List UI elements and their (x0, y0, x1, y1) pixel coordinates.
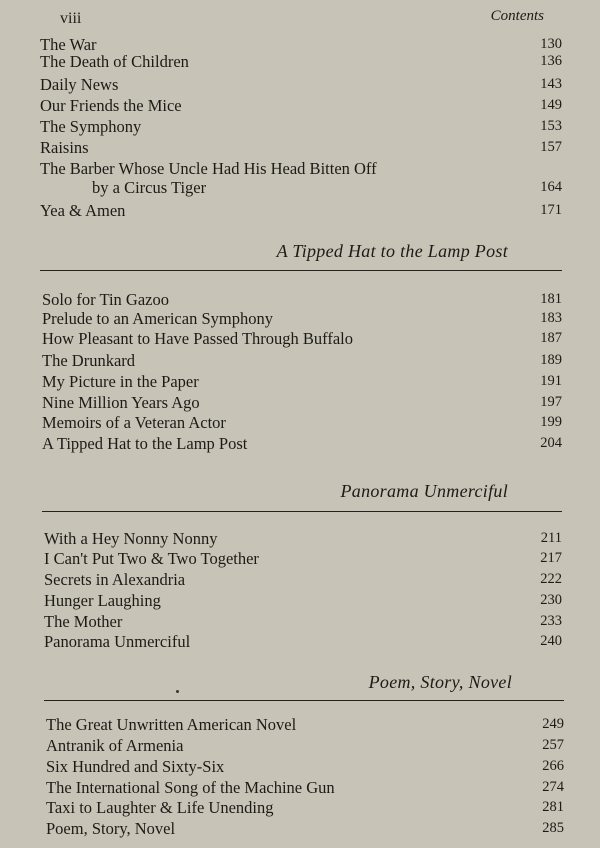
entry-page: 183 (540, 310, 562, 326)
entry-page: 217 (540, 550, 562, 566)
entry-page: 211 (540, 530, 562, 546)
toc-entry (46, 797, 564, 818)
entry-title: The War (40, 35, 97, 54)
toc-entry (40, 200, 562, 221)
entry-title: Daily News (40, 75, 119, 94)
toc-entry (42, 433, 562, 454)
entry-title: Yea & Amen (40, 201, 126, 220)
entry-page: 153 (540, 118, 562, 134)
entry-title: Prelude to an American Symphony (42, 309, 273, 328)
entry-page: 164 (540, 179, 562, 195)
entry-page: 285 (542, 820, 564, 836)
entry-title: Memoirs of a Veteran Actor (42, 413, 226, 432)
entry-title: A Tipped Hat to the Lamp Post (42, 434, 248, 453)
entry-title: Nine Million Years Ago (42, 393, 200, 412)
entry-title: Secrets in Alexandria (44, 570, 186, 589)
entry-title: Raisins (40, 138, 89, 157)
toc-entry (40, 51, 562, 72)
toc-entry (46, 818, 564, 839)
paper-speck (176, 690, 179, 693)
toc-entry (44, 548, 562, 569)
toc-entry (44, 611, 562, 632)
entry-title: The Symphony (40, 117, 142, 136)
toc-entry (42, 371, 562, 392)
toc-entry (40, 95, 562, 116)
entry-title: Hunger Laughing (44, 591, 161, 610)
entry-title: My Picture in the Paper (42, 372, 199, 391)
section-heading: A Tipped Hat to the Lamp Post (276, 241, 508, 261)
entry-page: 204 (540, 435, 562, 451)
entry-page: 181 (540, 291, 562, 307)
entry-page: 233 (540, 613, 562, 629)
section-heading: Panorama Unmerciful (340, 481, 508, 501)
entry-title: I Can't Put Two & Two Together (44, 549, 259, 568)
section-divider (42, 511, 562, 512)
entry-title: by a Circus Tiger (92, 178, 207, 197)
toc-entry (46, 735, 564, 756)
page-header (48, 8, 544, 28)
toc-entry (42, 350, 562, 371)
entry-page: 222 (540, 571, 562, 587)
section-heading: Poem, Story, Novel (368, 672, 512, 692)
entry-title: The Drunkard (42, 351, 136, 370)
entry-title: The Death of Children (40, 52, 189, 71)
entry-title: Our Friends the Mice (40, 96, 182, 115)
entry-title: Six Hundred and Sixty-Six (46, 757, 225, 776)
entry-title: With a Hey Nonny Nonny (44, 529, 218, 548)
toc-entry (44, 569, 562, 590)
entry-page: 257 (542, 737, 564, 753)
toc-entry (40, 137, 562, 158)
entry-page: 143 (540, 76, 562, 92)
toc-entry (42, 308, 562, 329)
entry-page: 240 (540, 633, 562, 649)
toc-entry (40, 158, 562, 179)
entry-page: 130 (540, 36, 562, 52)
entry-page: 191 (540, 373, 562, 389)
section-divider (44, 700, 564, 701)
toc-entry (40, 74, 562, 95)
entry-title: The Great Unwritten American Novel (46, 715, 297, 734)
entry-page: 187 (540, 330, 562, 346)
entry-page: 266 (542, 758, 564, 774)
toc-entry (40, 177, 562, 198)
toc-entry (44, 590, 562, 611)
entry-title: How Pleasant to Have Passed Through Buffalo (42, 329, 354, 348)
entry-title: The International Song of the Machine Gun (46, 778, 335, 797)
entry-page: 199 (540, 414, 562, 430)
toc-entry (42, 412, 562, 433)
toc-entry (44, 528, 562, 549)
entry-title: Panorama Unmerciful (44, 632, 191, 651)
toc-entry (44, 631, 562, 652)
entry-title: Poem, Story, Novel (46, 819, 176, 838)
entry-page: 189 (540, 352, 562, 368)
entry-page: 157 (540, 139, 562, 155)
entry-page: 249 (542, 716, 564, 732)
entry-page: 281 (542, 799, 564, 815)
entry-page: 274 (542, 779, 564, 795)
entry-title: Antranik of Armenia (46, 736, 184, 755)
toc-entry (46, 777, 564, 798)
entry-title: The Mother (44, 612, 123, 631)
folio-number: viii (60, 10, 82, 27)
entry-page: 149 (540, 97, 562, 113)
entry-title: Taxi to Laughter & Life Unending (46, 798, 274, 817)
toc-entry (46, 714, 564, 735)
section-divider (40, 270, 562, 271)
entry-page: 136 (540, 53, 562, 69)
toc-entry (40, 116, 562, 137)
toc-entry (46, 756, 564, 777)
running-head: Contents (490, 8, 544, 24)
toc-entry (42, 392, 562, 413)
toc-entry (42, 328, 562, 349)
entry-page: 171 (540, 202, 562, 218)
entry-page: 230 (540, 592, 562, 608)
entry-page: 197 (540, 394, 562, 410)
entry-title: Solo for Tin Gazoo (42, 290, 169, 309)
entry-title: The Barber Whose Uncle Had His Head Bitten Off (40, 159, 377, 178)
toc-entry (42, 289, 562, 310)
